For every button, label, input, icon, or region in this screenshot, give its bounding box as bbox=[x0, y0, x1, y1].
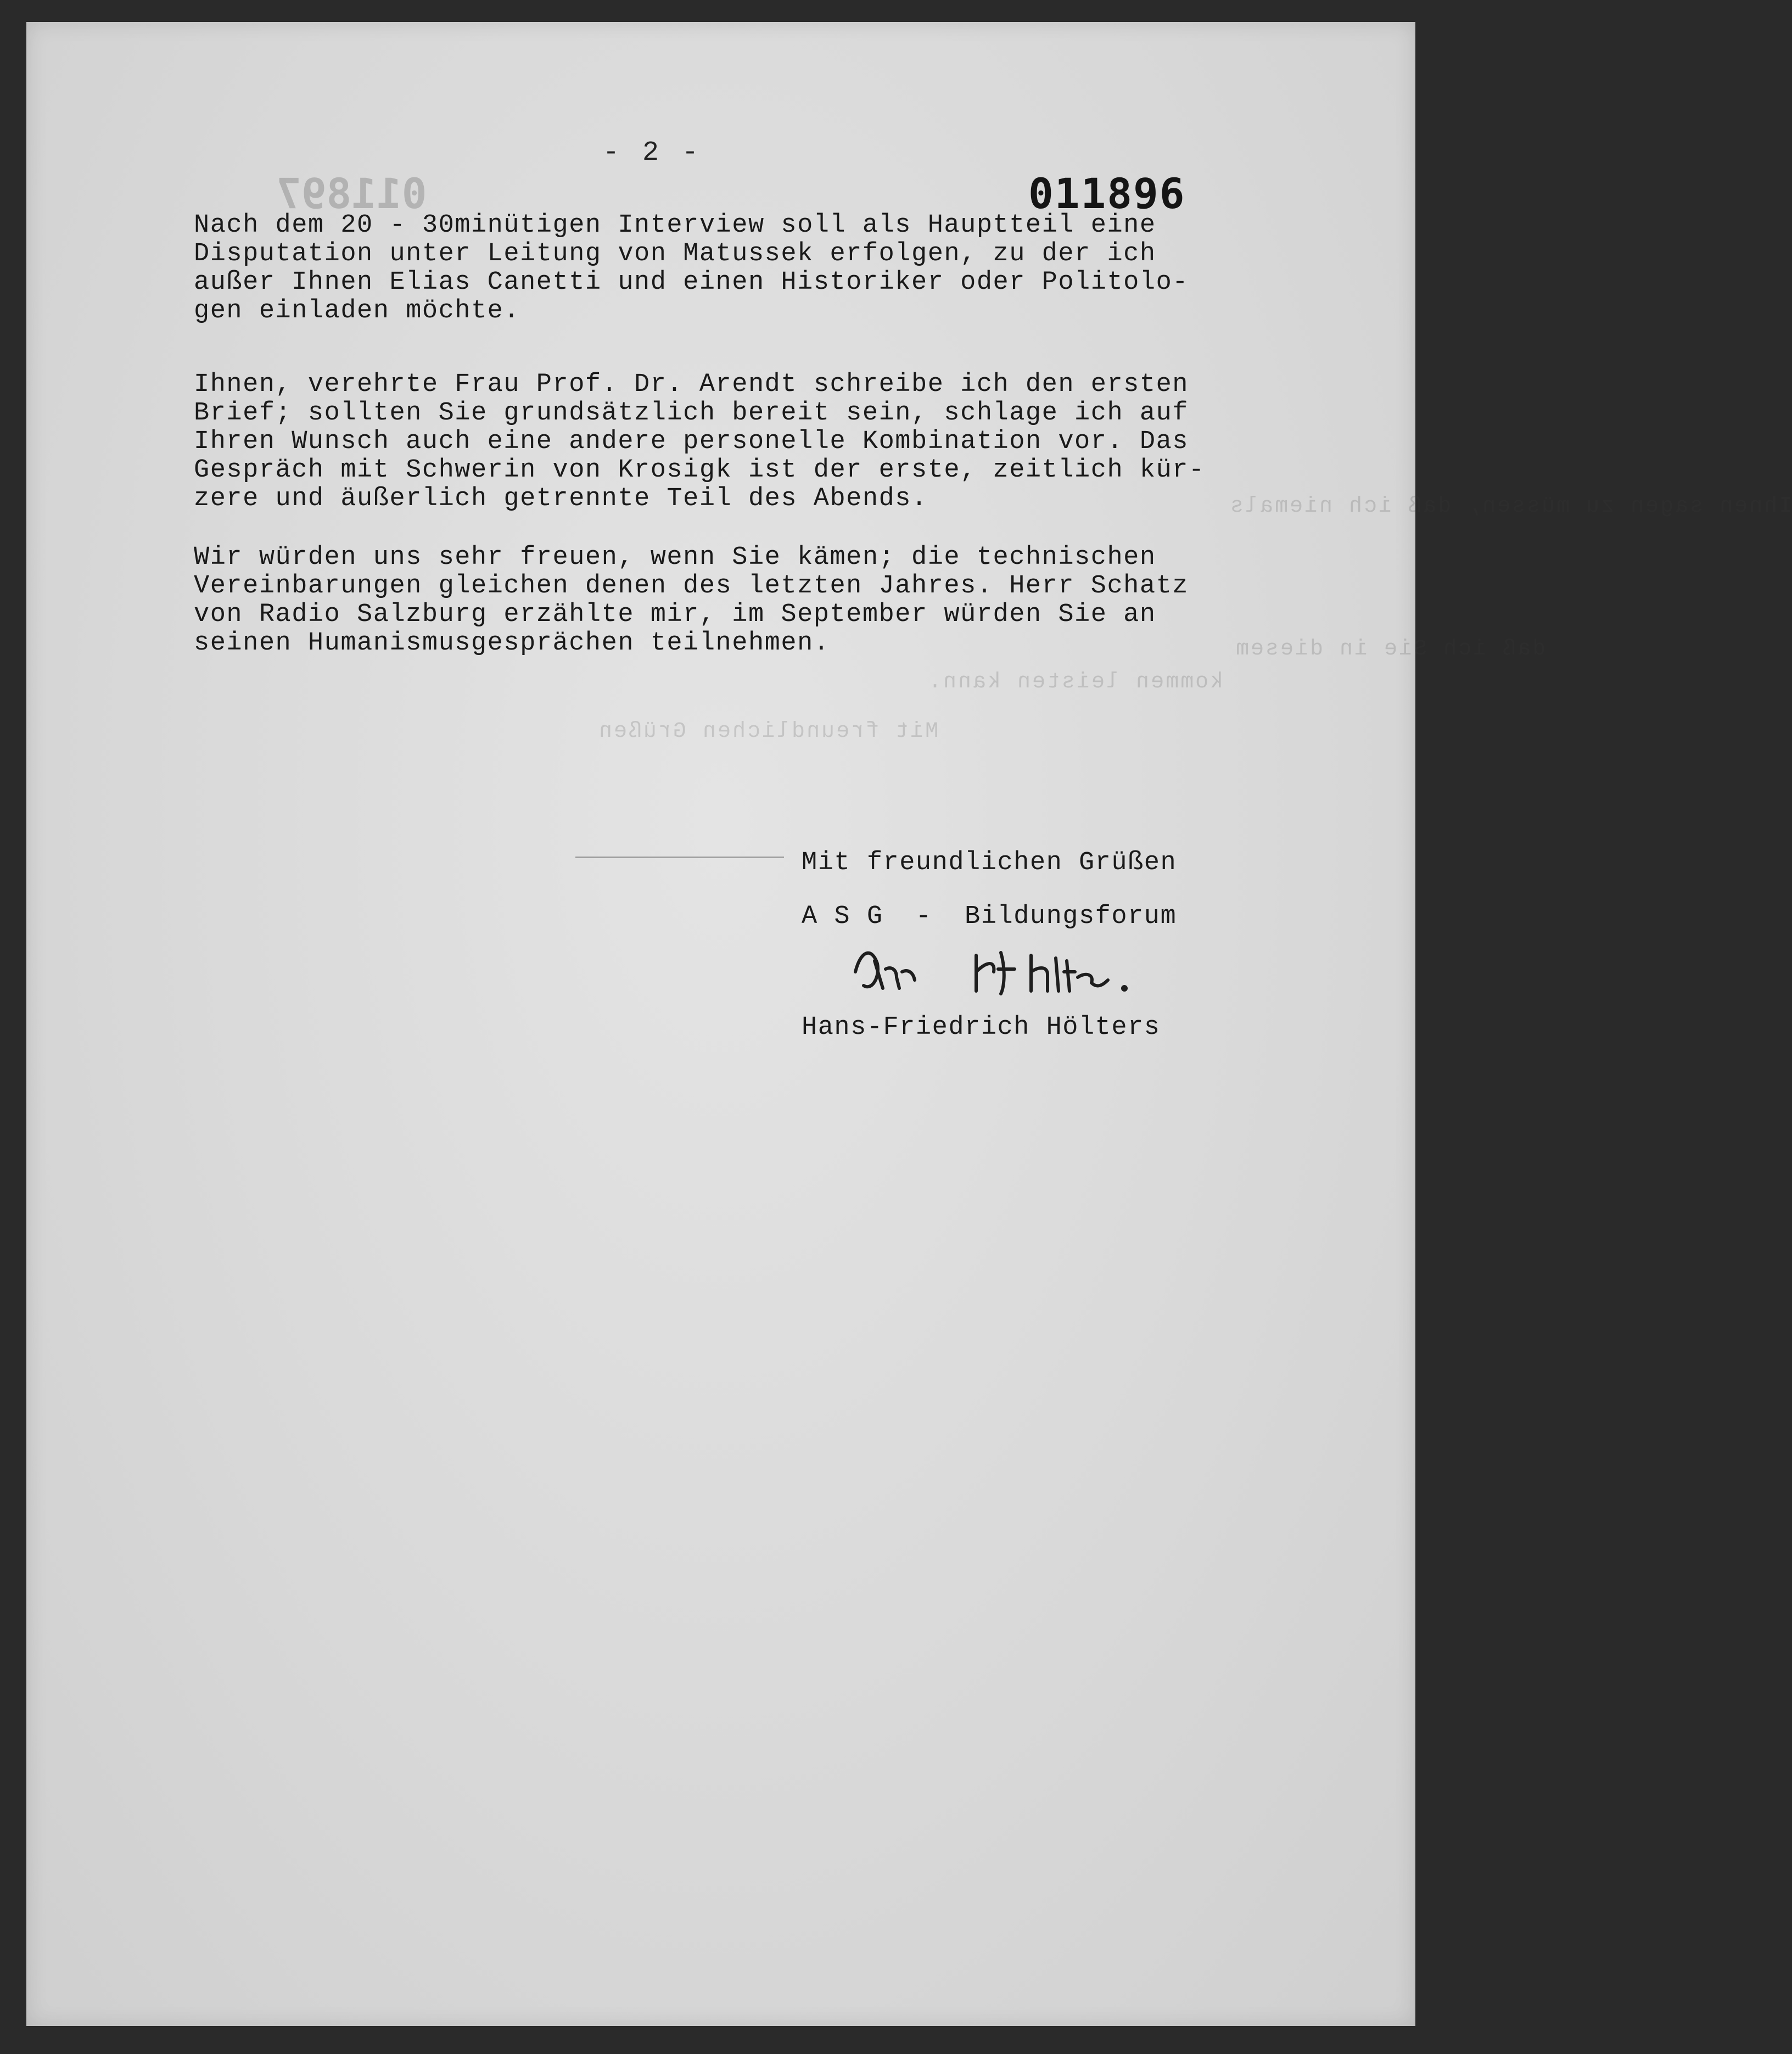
signature-rule bbox=[575, 857, 784, 858]
signer-name: Hans-Friedrich Hölters bbox=[802, 1013, 1161, 1042]
show-through-text: Mit freundlichen Grüßen bbox=[597, 719, 939, 744]
handwritten-signature bbox=[850, 939, 1190, 1005]
organization-name: A S G - Bildungsforum bbox=[802, 902, 1177, 931]
show-through-text: Ihnen sagen zu müssen, daß ich niemals bbox=[1229, 494, 1792, 519]
page-number: - 2 - bbox=[603, 137, 702, 169]
show-through-text: daß ich Sie in diesem bbox=[1234, 637, 1546, 662]
paragraph-1: Nach dem 20 - 30minütigen Interview soll als Hauptteil eine Disputation unter Leitung von Matussek erfolgen, zu der ich außer Ihnen Elias Canetti und einen Historiker oder Politolo- gen einladen möchte. bbox=[194, 211, 1189, 326]
paragraph-2: Ihnen, verehrte Frau Prof. Dr. Arendt schreibe ich den ersten Brief; sollten Sie grundsätzlich bereit sein, schlage ich auf Ihren Wunsch auch eine andere personelle Kombination vor. Das Gespräch mit Schwerin von Krosigk ist der erste, zeitlich kür- zere und äußerlich getrennte Teil des Abends. bbox=[194, 370, 1205, 513]
show-through-text: kommen leisten kann. bbox=[927, 670, 1224, 695]
show-through-document-number: 011897 bbox=[276, 169, 427, 218]
document-sheet bbox=[26, 22, 1792, 2026]
document-number: 011896 bbox=[1028, 169, 1186, 218]
paragraph-3: Wir würden uns sehr freuen, wenn Sie kämen; die technischen Vereinbarungen gleichen denen des letzten Jahres. Herr Schatz von Radio Salzburg erzählte mir, im September würden Sie an seinen Humanismusgesprächen teilnehmen. bbox=[194, 543, 1189, 658]
closing-greeting: Mit freundlichen Grüßen bbox=[802, 848, 1177, 877]
